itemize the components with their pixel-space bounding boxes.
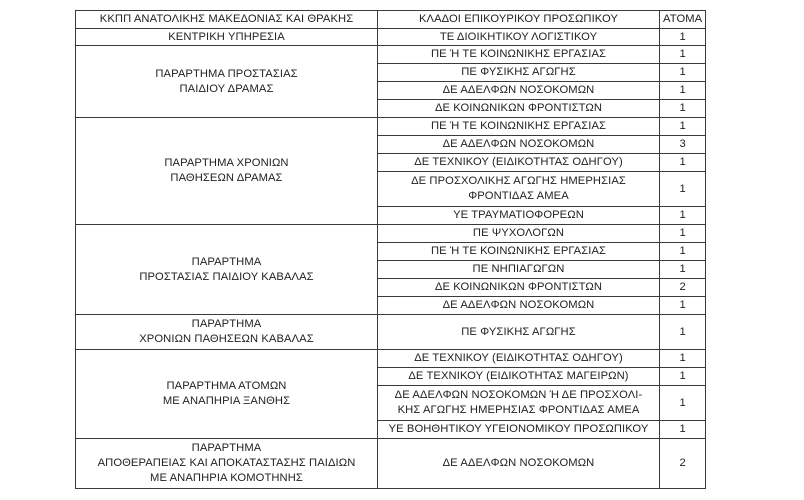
unit-name-line: ΠΑΡΑΡΤΗΜΑ — [191, 442, 262, 454]
branch-cell — [378, 279, 660, 297]
branch-name-line: ΔΕ ΚΟΙΝΩΝΙΚΩΝ ΦΡΟΝΤΙΣΤΩΝ — [434, 281, 603, 293]
count-cell: 1 — [660, 100, 706, 118]
branch-name-line: ΔΕ ΑΔΕΛΦΩΝ ΝΟΣΟΚΟΜΩΝ — [442, 299, 595, 311]
branch-name-line: ΔΕ ΑΔΕΛΦΩΝ ΝΟΣΟΚΟΜΩΝ — [442, 84, 595, 96]
count-cell: 1 — [660, 82, 706, 100]
unit-cell — [76, 315, 378, 350]
branch-cell — [378, 261, 660, 279]
unit-name-line: ΠΑΡΑΡΤΗΜΑ ΑΤΟΜΩΝ — [166, 380, 287, 392]
branch-cell — [378, 100, 660, 118]
count-cell: 1 — [660, 421, 706, 439]
branch-name-line: ΥΕ ΒΟΗΘΗΤΙΚΟΥ ΥΓΕΙΟΝΟΜΙΚΟΥ ΠΡΟΣΩΠΙΚΟΥ — [388, 423, 649, 435]
branch-name-line: ΠΕ Ή ΤΕ ΚΟΙΝΩΝΙΚΗΣ ΕΡΓΑΣΙΑΣ — [430, 245, 607, 257]
staff-allocation-table — [75, 10, 706, 489]
unit-cell — [76, 29, 378, 46]
count-cell: 1 — [660, 64, 706, 82]
count-cell: 3 — [660, 136, 706, 154]
table-row — [76, 439, 706, 489]
branch-cell — [378, 172, 660, 207]
branch-name-line: ΔΕ ΤΕΧΝΙΚΟΥ (ΕΙΔΙΚΟΤΗΤΑΣ ΜΑΓΕΙΡΩΝ) — [408, 370, 629, 382]
branch-name-line: ΦΡΟΝΤΙΔΑΣ ΑΜΕΑ — [468, 190, 569, 202]
unit-name-line: ΜΕ ΑΝΑΠΗΡΙΑ ΚΟΜΟΤΗΝΗΣ — [150, 472, 303, 484]
unit-cell — [76, 350, 378, 439]
table-row — [76, 118, 706, 136]
unit-name-line: ΠΑΡΑΡΤΗΜΑ — [191, 255, 262, 268]
count-cell: 1 — [660, 118, 706, 136]
unit-name-line: ΚΕΝΤΡΙΚΗ ΥΠΗΡΕΣΙΑ — [168, 30, 285, 43]
count-cell: 1 — [660, 315, 706, 350]
unit-name-line: ΠΑΡΑΡΤΗΜΑ ΧΡΟΝΙΩΝ — [164, 157, 289, 169]
branch-name-line: ΔΕ ΤΕΧΝΙΚΟΥ (ΕΙΔΙΚΟΤΗΤΑΣ ΟΔΗΓΟΥ) — [414, 156, 623, 168]
branch-name-line: ΔΕ ΚΟΙΝΩΝΙΚΩΝ ΦΡΟΝΤΙΣΤΩΝ — [434, 102, 603, 114]
branch-cell — [378, 225, 660, 243]
unit-cell — [76, 46, 378, 118]
branch-name-line: ΠΕ ΦΥΣΙΚΗΣ ΑΓΩΓΗΣ — [461, 66, 576, 78]
branch-name-line: ΔΕ ΑΔΕΛΦΩΝ ΝΟΣΟΚΟΜΩΝ — [442, 138, 595, 150]
branch-cell — [378, 315, 660, 350]
branch-name-line: ΔΕ ΑΔΕΛΦΩΝ ΝΟΣΟΚΟΜΩΝ Ή ΔΕ ΠΡΟΣΧΟΛΙ- — [394, 389, 643, 401]
table-row — [76, 46, 706, 64]
branch-name-line: ΥΕ ΤΡΑΥΜΑΤΙΟΦΟΡΕΩΝ — [453, 209, 584, 221]
header-count: ΑΤΟΜΑ — [660, 11, 706, 29]
branch-cell — [378, 439, 660, 489]
branch-cell — [378, 386, 660, 421]
table-row — [76, 225, 706, 243]
branch-cell — [378, 64, 660, 82]
table-body — [76, 29, 706, 489]
unit-cell — [76, 439, 378, 489]
branch-cell — [378, 82, 660, 100]
branch-cell — [378, 350, 660, 368]
table-row — [76, 350, 706, 368]
branch-name-line: ΠΕ ΨΥΧΟΛΟΓΩΝ — [472, 227, 565, 239]
branch-cell — [378, 29, 660, 46]
count-cell: 1 — [660, 29, 706, 46]
unit-name-line: ΠΑΡΑΡΤΗΜΑ — [191, 318, 262, 330]
count-cell: 1 — [660, 207, 706, 225]
branch-cell — [378, 154, 660, 172]
branch-name-line: ΠΕ Ή ΤΕ ΚΟΙΝΩΝΙΚΗΣ ΕΡΓΑΣΙΑΣ — [430, 120, 607, 132]
branch-cell — [378, 421, 660, 439]
unit-cell — [76, 118, 378, 225]
branch-name-line: ΔΕ ΤΕΧΝΙΚΟΥ (ΕΙΔΙΚΟΤΗΤΑΣ ΟΔΗΓΟΥ) — [414, 352, 623, 364]
unit-name-line: ΑΠΟΘΕΡΑΠΕΙΑΣ ΚΑΙ ΑΠΟΚΑΤΑΣΤΑΣΗΣ ΠΑΙΔΙΩΝ — [97, 457, 356, 469]
count-cell: 1 — [660, 368, 706, 386]
count-cell: 2 — [660, 279, 706, 297]
branch-name-line: ΠΕ ΦΥΣΙΚΗΣ ΑΓΩΓΗΣ — [461, 325, 576, 338]
branch-name-line: ΠΕ Ή ΤΕ ΚΟΙΝΩΝΙΚΗΣ ΕΡΓΑΣΙΑΣ — [430, 48, 607, 60]
unit-name-line: ΠΡΟΣΤΑΣΙΑΣ ΠΑΙΔΙΟΥ ΚΑΒΑΛΑΣ — [139, 270, 314, 283]
table-row — [76, 315, 706, 350]
branch-cell — [378, 368, 660, 386]
count-cell: 1 — [660, 46, 706, 64]
branch-name-line: ΚΗΣ ΑΓΩΓΗΣ ΗΜΕΡΗΣΙΑΣ ΦΡΟΝΤΙΔΑΣ ΑΜΕΑ — [397, 404, 640, 416]
count-cell: 1 — [660, 297, 706, 315]
branch-name-line: ΤΕ ΔΙΟΙΚΗΤΙΚΟΥ ΛΟΓΙΣΤΙΚΟΥ — [439, 30, 598, 43]
count-cell: 2 — [660, 439, 706, 489]
unit-name-line: ΠΑΡΑΡΤΗΜΑ ΠΡΟΣΤΑΣΙΑΣ — [155, 67, 298, 80]
unit-name-line: ΠΑΙΔΙΟΥ ΔΡΑΜΑΣ — [179, 82, 274, 95]
branch-cell — [378, 46, 660, 64]
branch-cell — [378, 136, 660, 154]
count-cell: 1 — [660, 350, 706, 368]
branch-name-line: ΔΕ ΠΡΟΣΧΟΛΙΚΗΣ ΑΓΩΓΗΣ ΗΜΕΡΗΣΙΑΣ — [411, 175, 626, 187]
unit-cell — [76, 225, 378, 315]
branch-name-line: ΔΕ ΑΔΕΛΦΩΝ ΝΟΣΟΚΟΜΩΝ — [442, 457, 595, 469]
count-cell: 1 — [660, 261, 706, 279]
branch-cell — [378, 297, 660, 315]
unit-name-line: ΧΡΟΝΙΩΝ ΠΑΘΗΣΕΩΝ ΚΑΒΑΛΑΣ — [139, 333, 314, 345]
header-row — [76, 11, 706, 29]
unit-name-line: ΠΑΘΗΣΕΩΝ ΔΡΑΜΑΣ — [170, 172, 283, 184]
count-cell: 1 — [660, 154, 706, 172]
branch-cell — [378, 243, 660, 261]
count-cell: 1 — [660, 243, 706, 261]
count-cell: 1 — [660, 386, 706, 421]
count-cell: 1 — [660, 172, 706, 207]
header-unit: ΚΚΠΠ ΑΝΑΤΟΛΙΚΗΣ ΜΑΚΕΔΟΝΙΑΣ ΚΑΙ ΘΡΑΚΗΣ — [76, 11, 378, 29]
count-cell: 1 — [660, 225, 706, 243]
unit-name-line: ΜΕ ΑΝΑΠΗΡΙΑ ΞΑΝΘΗΣ — [162, 395, 291, 407]
branch-cell — [378, 118, 660, 136]
branch-name-line: ΠΕ ΝΗΠΙΑΓΩΓΩΝ — [472, 263, 565, 275]
branch-cell — [378, 207, 660, 225]
table-row — [76, 29, 706, 46]
header-branch: ΚΛΑΔΟΙ ΕΠΙΚΟΥΡΙΚΟΥ ΠΡΟΣΩΠΙΚΟΥ — [378, 11, 660, 29]
